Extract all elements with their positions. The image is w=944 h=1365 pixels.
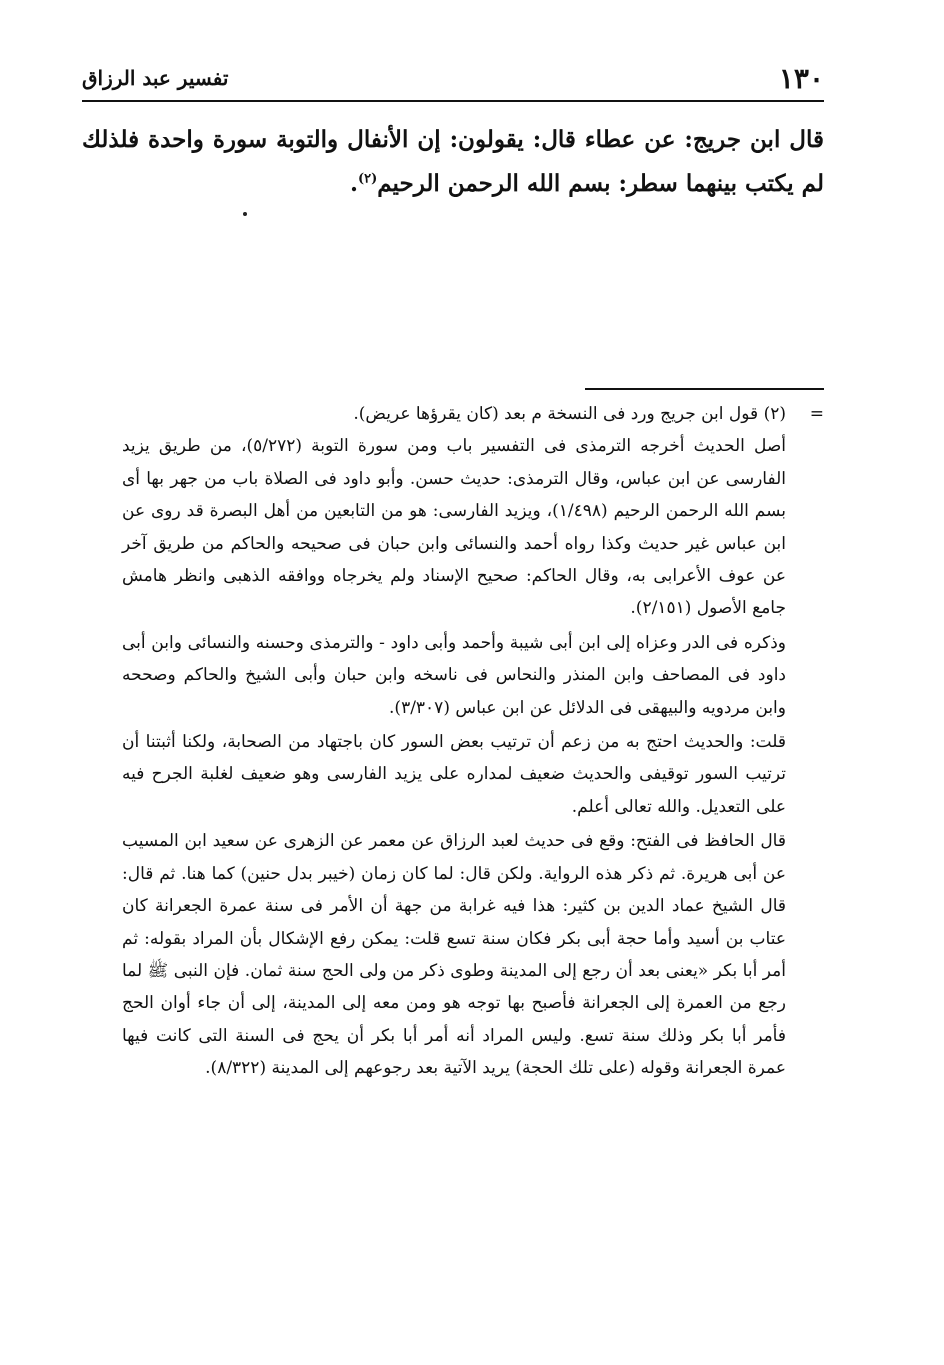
footnote-paragraph: أصل الحديث أخرجه الترمذى فى التفسير باب ومن سورة التوبة (٥/٢٧٢)، من طريق يزيد الفارسى عن ابن عباس، وقال الترمذى: حديث حسن. وأبو داود فى الصلاة باب من جهر بها أى بسم الله الرحمن الرحيم (١/٤٩٨)، ويزيد الفارسى: هو من التابعين من أهل البصرة قد روى عن ابن عباس غير حديث وكذا رواه أحمد والنسائى وابن حبان فى صحيحه والحاكم من طريق آخر عن عوف الأعرابى به، وقال الحاكم: صحيح الإسناد ولم يخرجاه ووافقه الذهبى وانظر هامش جامع الأصول (٢/١٥١).: [122, 436, 787, 619]
main-text: [82, 118, 824, 206]
header-divider: [82, 100, 824, 102]
page-number: ١٣٠: [778, 61, 824, 95]
stray-dot: [243, 212, 247, 216]
footnote-paragraph: قال الحافظ فى الفتح: وقع فى حديث لعبد الرزاق عن معمر عن الزهرى عن سعيد ابن المسيب عن أبى هريرة. ثم ذكر هذه الرواية. ولكن قال: لما كان زمان (خيبر بدل حنين) كما هنا. ثم قال: قال الشيخ عماد الدين بن كثير: هذا فيه غرابة من جهة أن الأمر فى سنة عمرة الجعرانة كان عتاب بن أسيد وأما حجة أبى بكر فكان سنة تسع قلت: يمكن رفع الإشكال بأن المراد بقوله: ثم أمر أبا بكر «يعنى بعد أن رجع إلى المدينة وطوى ذكر من ولى الحج سنة ثمان. فإن النبى ﷺ لما رجع من العمرة إلى الجعرانة فأصبح بها توجه هو ومن معه إلى المدينة، إلى أن جاء أوان الحج فأمر أبا بكر وذلك سنة تسع. وليس المراد أنه أمر أبا بكر أن يحج فى السنة التى كانت فيها عمرة الجعرانة وقوله (على تلك الحجة) يريد الآتية بعد رجوعهم إلى المدينة (٨/٣٢٢).: [122, 831, 786, 1079]
footnotes: [82, 398, 824, 1085]
footnote-paragraph: قلت: والحديث احتج به من زعم أن ترتيب بعض السور كان باجتهاد من الصحابة، ولكنا أثبتنا أن ترتيب السور توقيفى والحديث ضعيف لمداره على يزيد الفارسى وهو ضعيف لغلبة الجرح فيه على التعديل. والله تعالى أعلم.: [122, 732, 786, 817]
footnote-paragraph: وذكره فى الدر وعزاه إلى ابن أبى شيبة وأحمد وأبى داود - والترمذى وحسنه والنسائى وابن أبى داود فى المصاحف وابن المنذر والنحاس فى ناسخه وابن حبان وأبى الشيخ والحاكم وصححه وابن مردويه والبيهقى فى الدلائل عن ابن عباس (٣/٣٠٧).: [122, 632, 786, 718]
footnote-continuation-mark: =: [809, 404, 824, 424]
main-text-end: .: [349, 170, 358, 197]
footnote-reference: (٢): [357, 171, 378, 187]
footnote-heading: [82, 398, 824, 430]
running-title: تفسير عبد الرزاق: [82, 66, 229, 90]
footnote-divider: [585, 388, 824, 390]
footnote-heading-text: (٢) قول ابن جريج ورد فى النسخة م بعد (كان يقرؤها عريض).: [353, 404, 786, 424]
main-text-body: قال ابن جريج: عن عطاء قال: يقولون: إن الأنفال والتوبة سورة واحدة فلذلك لم يكتب بينهما سطر: بسم الله الرحمن الرحيم: [82, 126, 824, 197]
page-header: [82, 60, 824, 96]
